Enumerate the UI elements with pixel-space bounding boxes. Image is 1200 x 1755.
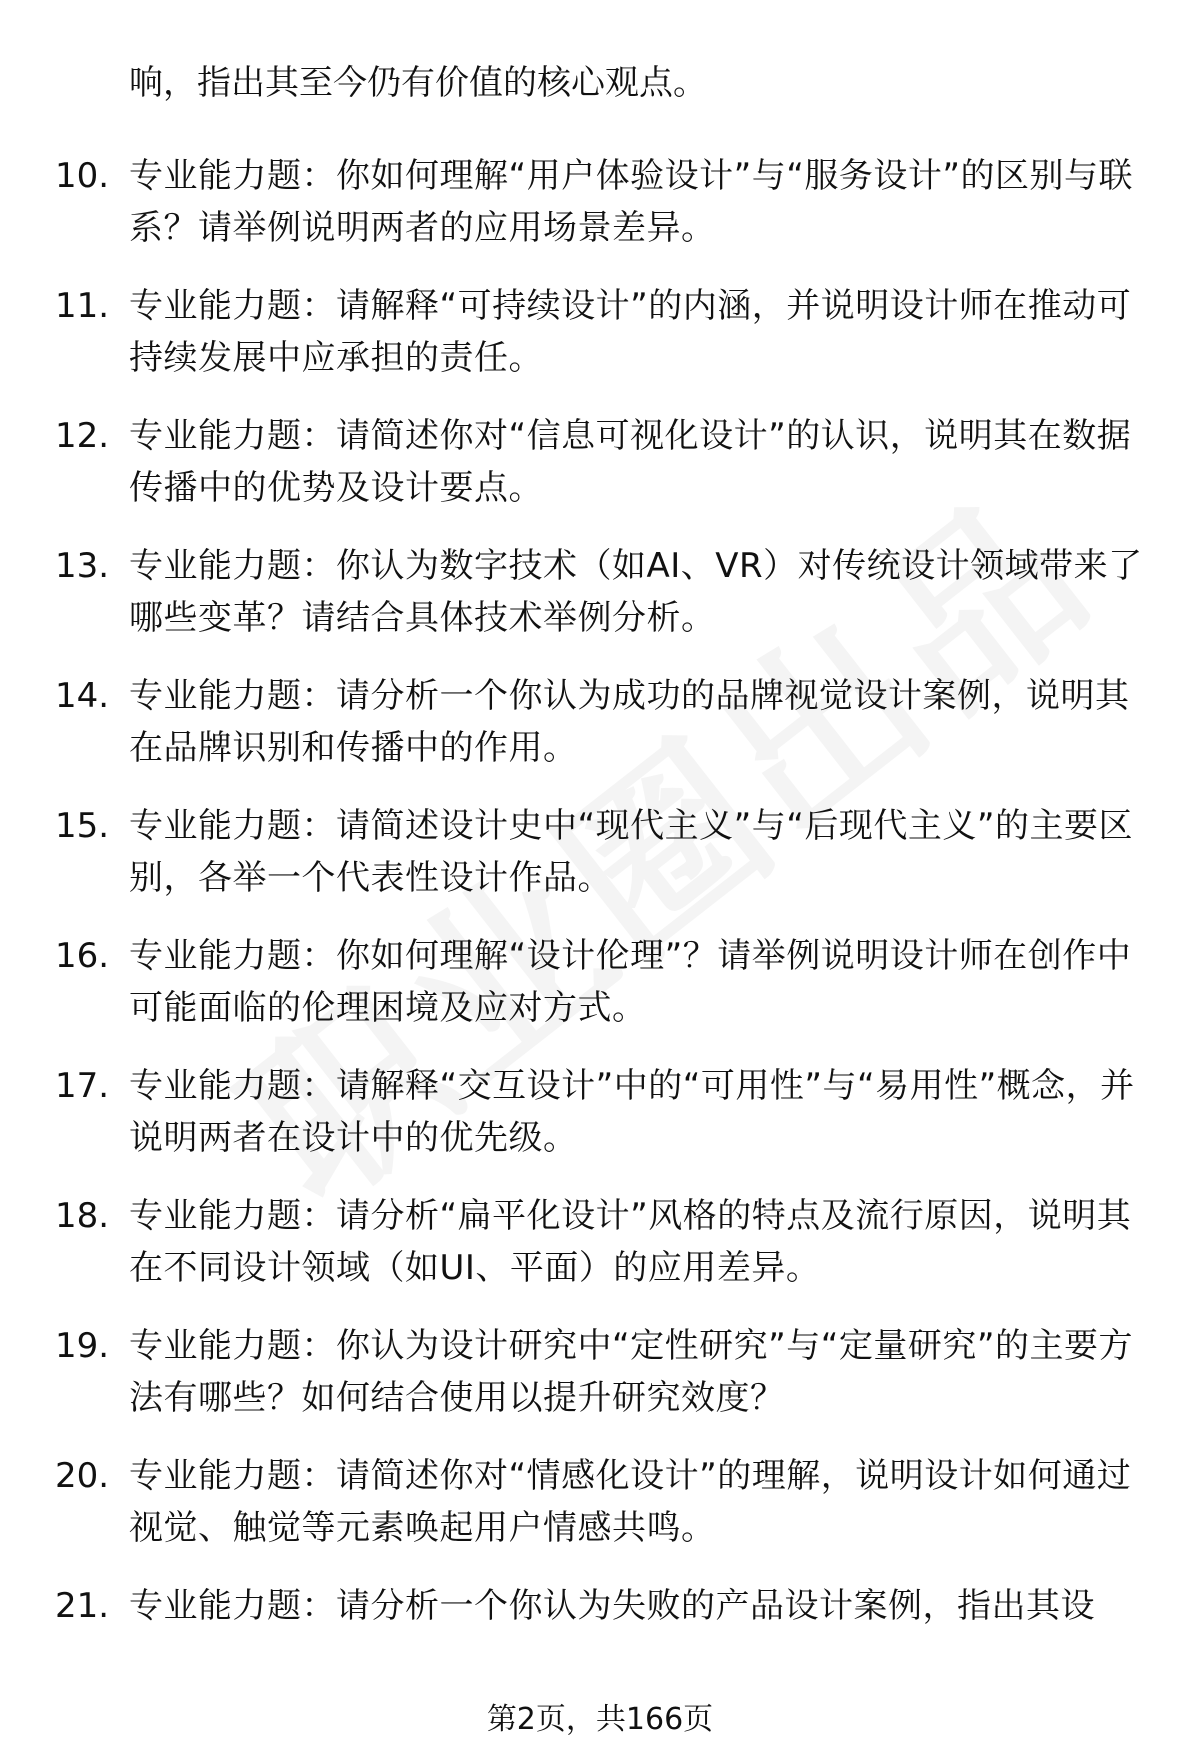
question-text: 专业能力题：请简述你对“信息可视化设计”的认识，说明其在数据传播中的优势及设计要点。 <box>129 416 1132 508</box>
question-item <box>0 1190 1200 1320</box>
question-number: 14. <box>55 676 110 716</box>
question-text: 专业能力题：请简述设计史中“现代主义”与“后现代主义”的主要区别，各举一个代表性设计作品。 <box>129 806 1133 898</box>
question-number: 18. <box>55 1196 110 1236</box>
question-item <box>0 150 1200 280</box>
question-number: 17. <box>55 1066 110 1106</box>
question-item <box>0 800 1200 930</box>
question-text: 专业能力题：请分析一个你认为失败的产品设计案例，指出其设 <box>129 1586 1095 1626</box>
question-number: 21. <box>55 1586 110 1626</box>
question-number: 16. <box>55 936 110 976</box>
question-text: 专业能力题：请解释“交互设计”中的“可用性”与“易用性”概念，并说明两者在设计中的优先级。 <box>129 1066 1135 1158</box>
question-number: 10. <box>55 156 110 196</box>
question-number: 11. <box>55 286 110 326</box>
question-item <box>0 1580 1200 1710</box>
question-text: 专业能力题：你认为设计研究中“定性研究”与“定量研究”的主要方法有哪些？如何结合使用以提升研究效度？ <box>129 1326 1133 1418</box>
question-list <box>0 150 1200 1710</box>
question-text: 专业能力题：你如何理解“用户体验设计”与“服务设计”的区别与联系？请举例说明两者的应用场景差异。 <box>129 156 1133 248</box>
question-text: 专业能力题：你认为数字技术（如AI、VR）对传统设计领域带来了哪些变革？请结合具体技术举例分析。 <box>129 546 1143 638</box>
question-text: 专业能力题：请简述你对“情感化设计”的理解，说明设计如何通过视觉、触觉等元素唤起用户情感共鸣。 <box>129 1456 1132 1548</box>
page-footer: 第2页，共166页 <box>486 1702 714 1737</box>
question-item <box>0 280 1200 410</box>
question-item <box>0 1450 1200 1580</box>
question-item <box>0 930 1200 1060</box>
question-text: 专业能力题：请分析“扁平化设计”风格的特点及流行原因，说明其在不同设计领域（如UI、平面）的应用差异。 <box>129 1196 1132 1288</box>
continuation-text: 响，指出其至今仍有价值的核心观点。 <box>129 63 707 103</box>
question-item <box>0 410 1200 540</box>
question-text: 专业能力题：请解释“可持续设计”的内涵，并说明设计师在推动可持续发展中应承担的责任。 <box>129 286 1132 378</box>
question-number: 20. <box>55 1456 110 1496</box>
question-item <box>0 1320 1200 1450</box>
question-text: 专业能力题：请分析一个你认为成功的品牌视觉设计案例，说明其在品牌识别和传播中的作用。 <box>129 676 1130 768</box>
question-item <box>0 670 1200 800</box>
question-number: 15. <box>55 806 110 846</box>
question-number: 13. <box>55 546 110 586</box>
question-item <box>0 540 1200 670</box>
question-item <box>0 1060 1200 1190</box>
question-text: 专业能力题：你如何理解“设计伦理”？请举例说明设计师在创作中可能面临的伦理困境及应对方式。 <box>129 936 1132 1028</box>
question-number: 12. <box>55 416 110 456</box>
question-number: 19. <box>55 1326 110 1366</box>
